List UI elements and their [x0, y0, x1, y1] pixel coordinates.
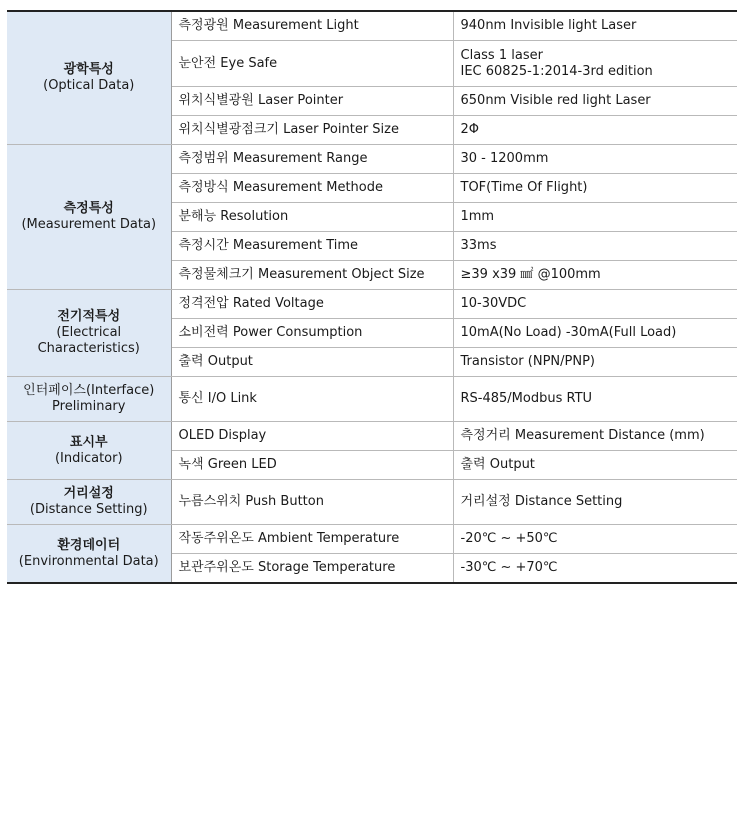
spec-item: 작동주위온도 Ambient Temperature	[171, 525, 453, 554]
spec-table	[7, 10, 737, 584]
spec-value: 2Φ	[453, 116, 737, 145]
spec-item: 측정범위 Measurement Range	[171, 145, 453, 174]
table-row	[7, 480, 737, 525]
spec-value: -30℃ ~ +70℃	[453, 554, 737, 584]
spec-value: 출력 Output	[453, 451, 737, 480]
spec-item: 눈안전 Eye Safe	[171, 41, 453, 87]
category-title-en: (Measurement Data)	[21, 217, 157, 232]
spec-value: 측정거리 Measurement Distance (mm)	[453, 422, 737, 451]
category-title-ko: 전기적특성	[57, 309, 121, 324]
table-row	[7, 290, 737, 319]
category-electrical	[7, 290, 171, 377]
spec-value: TOF(Time Of Flight)	[453, 174, 737, 203]
spec-value: Transistor (NPN/PNP)	[453, 348, 737, 377]
category-title-ko: 환경데이터	[57, 537, 121, 553]
spec-item: 누름스위치 Push Button	[171, 480, 453, 525]
spec-value: 33ms	[453, 232, 737, 261]
category-indicator	[7, 422, 171, 480]
category-title-en-2: Characteristics)	[37, 341, 140, 356]
category-title-en: (Distance Setting)	[29, 502, 148, 517]
spec-value: 거리설정 Distance Setting	[453, 480, 737, 525]
category-title-ko: 거리설정	[63, 486, 114, 501]
spec-item: 분해능 Resolution	[171, 203, 453, 232]
spec-value: Class 1 laser IEC 60825-1:2014-3rd edition	[453, 41, 737, 87]
category-title-ko: 측정특성	[63, 201, 114, 216]
spec-item: 측정물체크기 Measurement Object Size	[171, 261, 453, 290]
table-row	[7, 11, 737, 41]
spec-item: 측정방식 Measurement Methode	[171, 174, 453, 203]
spec-item: 통신 I/O Link	[171, 377, 453, 422]
category-interface	[7, 377, 171, 422]
table-row	[7, 145, 737, 174]
spec-value: 10-30VDC	[453, 290, 737, 319]
spec-item: 정격전압 Rated Voltage	[171, 290, 453, 319]
category-title-en: Preliminary	[52, 399, 126, 414]
spec-item: OLED Display	[171, 422, 453, 451]
spec-value: 30 - 1200mm	[453, 145, 737, 174]
spec-value: 940nm Invisible light Laser	[453, 11, 737, 41]
category-environmental	[7, 525, 171, 584]
spec-value: RS-485/Modbus RTU	[453, 377, 737, 422]
table-row	[7, 377, 737, 422]
spec-item: 측정시간 Measurement Time	[171, 232, 453, 261]
spec-item: 녹색 Green LED	[171, 451, 453, 480]
category-title-en: (Optical Data)	[43, 78, 135, 93]
table-row	[7, 422, 737, 451]
spec-item: 보관주위온도 Storage Temperature	[171, 554, 453, 584]
spec-item: 출력 Output	[171, 348, 453, 377]
spec-value: 10mA(No Load) -30mA(Full Load)	[453, 319, 737, 348]
category-measurement	[7, 145, 171, 290]
spec-value: 650nm Visible red light Laser	[453, 87, 737, 116]
spec-value: 1mm	[453, 203, 737, 232]
category-title-en: (Indicator)	[54, 450, 123, 466]
spec-item: 위치식별광원 Laser Pointer	[171, 87, 453, 116]
category-distance-setting	[7, 480, 171, 525]
category-optical	[7, 11, 171, 145]
spec-item: 소비전력 Power Consumption	[171, 319, 453, 348]
spec-value: -20℃ ~ +50℃	[453, 525, 737, 554]
spec-value: ≥39 x39 ㎟ @100mm	[453, 261, 737, 290]
category-title-en: (Electrical	[56, 325, 122, 340]
category-title-en: (Environmental Data)	[18, 553, 159, 569]
spec-item: 위치식별광점크기 Laser Pointer Size	[171, 116, 453, 145]
table-row	[7, 525, 737, 554]
spec-item: 측정광원 Measurement Light	[171, 11, 453, 41]
category-title-ko: 표시부	[69, 434, 108, 450]
category-title-ko: 인터페이스(Interface)	[23, 383, 155, 398]
category-title-ko: 광학특성	[63, 62, 114, 77]
